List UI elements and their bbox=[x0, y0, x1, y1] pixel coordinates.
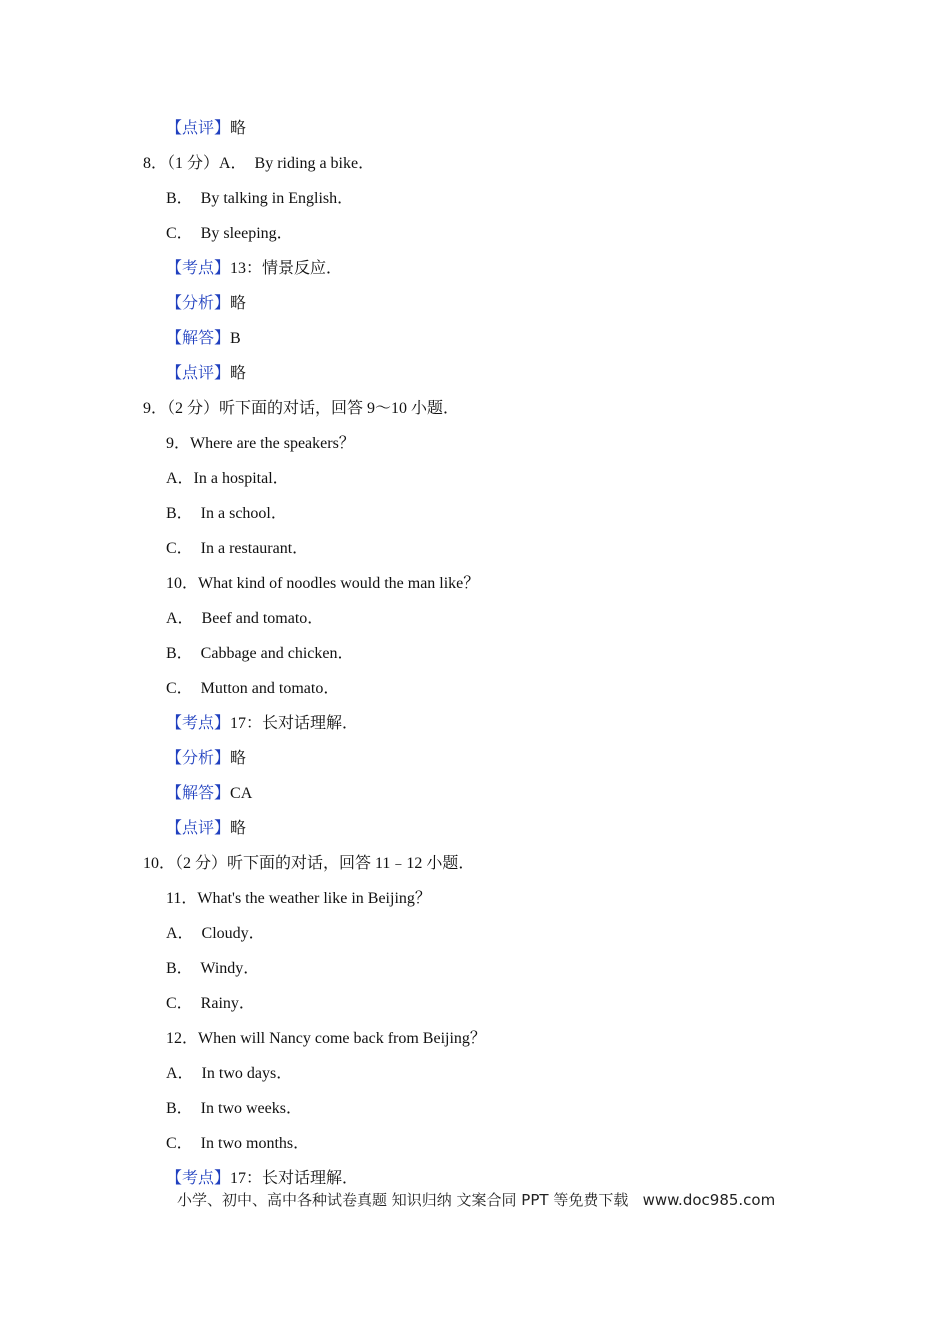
question-line: B． Windy． bbox=[166, 960, 260, 977]
annotation-text: 略 bbox=[230, 365, 247, 382]
question-line: C． Rainy． bbox=[166, 995, 255, 1012]
answer-annotation bbox=[166, 784, 252, 804]
annotation-label: 【分析】 bbox=[166, 295, 231, 312]
annotation-label: 【点评】 bbox=[166, 820, 231, 837]
question-line: A． Beef and tomato． bbox=[166, 610, 324, 627]
annotation-text: B bbox=[230, 330, 241, 347]
annotation-label: 【分析】 bbox=[166, 750, 231, 767]
question-line: B． Cabbage and chicken． bbox=[166, 645, 354, 662]
answer-annotation bbox=[166, 259, 342, 279]
answer-annotation bbox=[166, 819, 246, 839]
question-line: C． In two months． bbox=[166, 1135, 310, 1152]
question-heading: 8．（1 分）A． By riding a bike． bbox=[143, 155, 375, 172]
annotation-label: 【考点】 bbox=[166, 1170, 231, 1187]
annotation-text: 略 bbox=[230, 820, 247, 837]
question-line: C． In a restaurant． bbox=[166, 540, 309, 557]
answer-annotation bbox=[166, 364, 246, 384]
annotation-label: 【点评】 bbox=[166, 365, 231, 382]
annotation-text: CA bbox=[230, 785, 253, 802]
question-line: A． Cloudy． bbox=[166, 925, 265, 942]
annotation-text: 17：长对话理解． bbox=[230, 1170, 359, 1187]
annotation-label: 【考点】 bbox=[166, 715, 231, 732]
question-line: 10．What kind of noodles would the man like？ bbox=[166, 575, 480, 592]
question-line: A．In a hospital． bbox=[166, 470, 289, 487]
question-line: 11．What's the weather like in Beijing？ bbox=[166, 890, 431, 907]
answer-annotation bbox=[166, 1169, 358, 1189]
annotation-label: 【考点】 bbox=[166, 260, 231, 277]
question-line: B． In a school． bbox=[166, 505, 287, 522]
question-line: B． By talking in English． bbox=[166, 190, 354, 207]
answer-annotation bbox=[166, 749, 246, 769]
question-line: 12．When will Nancy come back from Beijing？ bbox=[166, 1030, 486, 1047]
annotation-label: 【解答】 bbox=[166, 785, 231, 802]
question-line: 9．Where are the speakers？ bbox=[166, 435, 355, 452]
question-line: A． In two days． bbox=[166, 1065, 293, 1082]
annotation-text: 17：长对话理解． bbox=[230, 715, 359, 732]
annotation-label: 【点评】 bbox=[166, 120, 231, 137]
answer-annotation bbox=[166, 714, 358, 734]
question-heading: 9．（2 分）听下面的对话，回答 9～10 小题． bbox=[143, 400, 460, 417]
answer-annotation bbox=[166, 119, 246, 139]
page-footer: 小学、初中、高中各种试卷真题 知识归纳 文案合同 PPT 等免费下载 www.doc985.com bbox=[177, 1191, 776, 1209]
annotation-text: 13：情景反应． bbox=[230, 260, 343, 277]
question-line: C． Mutton and tomato． bbox=[166, 680, 340, 697]
question-line: B． In two weeks． bbox=[166, 1100, 302, 1117]
question-heading: 10．（2 分）听下面的对话，回答 11﹣12 小题． bbox=[143, 855, 475, 872]
annotation-text: 略 bbox=[230, 120, 247, 137]
answer-annotation bbox=[166, 294, 246, 314]
answer-annotation bbox=[166, 329, 241, 349]
annotation-label: 【解答】 bbox=[166, 330, 231, 347]
annotation-text: 略 bbox=[230, 750, 247, 767]
question-line: C． By sleeping． bbox=[166, 225, 293, 242]
annotation-text: 略 bbox=[230, 295, 247, 312]
